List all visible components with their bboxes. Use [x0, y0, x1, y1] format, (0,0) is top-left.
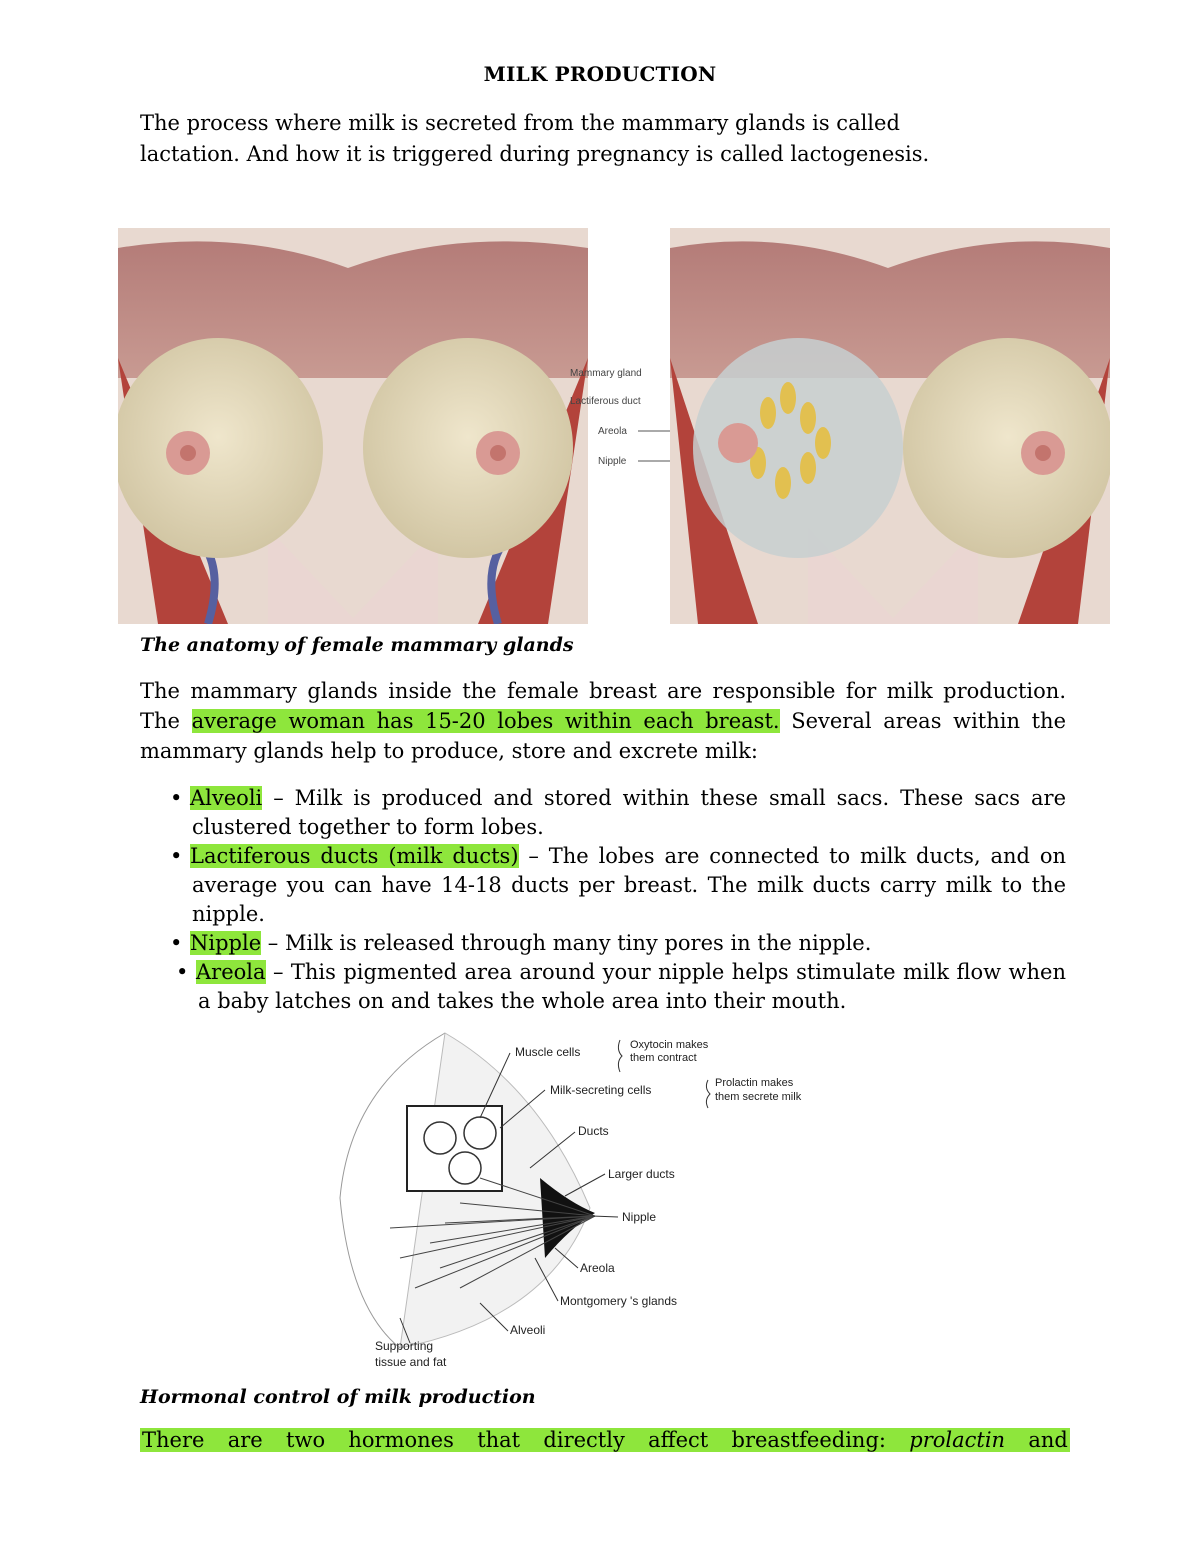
list-item-areola: • Areola – This pigmented area around your nipple helps stimulate milk flow when a baby latches on and takes the whole area into their mouth. — [176, 960, 1066, 1013]
desc-alveoli: – Milk is produced and stored within these small sacs. These sacs are clustered together to form lobes. — [192, 786, 1066, 839]
mammary-gland-diagram — [330, 1028, 850, 1373]
anatomy-para-highlight: average woman has 15-20 lobes within each breast. — [191, 709, 780, 733]
word: There — [142, 1428, 205, 1452]
term-nipple: Nipple — [190, 931, 262, 955]
word: two — [286, 1428, 326, 1452]
word: breastfeeding: — [731, 1428, 886, 1452]
anatomy-para-start: The mammary glands inside the female breast are responsible for milk production. The — [140, 679, 1066, 733]
intro-line-2: lactation. And how it is triggered during pregnancy is called lactogenesis. — [140, 142, 930, 166]
desc-areola: – This pigmented area around your nipple helps stimulate milk flow when a baby latches on and takes the whole area into their mouth. — [198, 960, 1066, 1013]
label-milk-secreting-cells: Milk-secreting cells — [550, 1083, 652, 1097]
list-item-lactiferous-ducts: • Lactiferous ducts (milk ducts) – The lobes are connected to milk ducts, and on average you can have 14-18 ducts per breast. The milk ducts carry milk to the nipple. — [170, 844, 1067, 926]
word: and — [1028, 1428, 1068, 1452]
list-item-alveoli: • Alveoli – Milk is produced and stored within these small sacs. These sacs are clustered together to form lobes. — [170, 786, 1066, 839]
label-supporting-2: tissue and fat — [375, 1355, 447, 1369]
word: directly — [543, 1428, 625, 1452]
section-heading-anatomy: The anatomy of female mammary glands — [140, 634, 574, 656]
desc-lactiferous-ducts: – The lobes are connected to milk ducts, and on average you can have 14-18 ducts per breast. The milk ducts carry milk to the nipple. — [192, 844, 1067, 926]
breast-anatomy-illustration — [118, 228, 1110, 624]
intro-paragraph — [140, 108, 1040, 170]
term-alveoli: Alveoli — [190, 786, 263, 810]
label-larger-ducts: Larger ducts — [608, 1167, 675, 1181]
section-heading-hormonal: Hormonal control of milk production — [140, 1386, 536, 1408]
word: affect — [648, 1428, 709, 1452]
label-prolactin-1: Prolactin makes — [715, 1077, 794, 1089]
label-nipple-diagram: Nipple — [622, 1210, 657, 1224]
term-prolactin: prolactin — [909, 1428, 1006, 1452]
word: are — [227, 1428, 263, 1452]
term-lactiferous-ducts: Lactiferous ducts (milk ducts) — [190, 844, 519, 868]
label-mammary-gland: Mammary gland — [570, 368, 642, 379]
label-oxytocin-1: Oxytocin makes — [630, 1039, 709, 1051]
label-muscle-cells: Muscle cells — [515, 1045, 581, 1059]
term-areola: Areola — [196, 960, 266, 984]
label-supporting-1: Supporting — [375, 1339, 434, 1353]
list-item-nipple: • Nipple – Milk is released through many tiny pores in the nipple. — [170, 931, 872, 955]
word: that — [477, 1428, 521, 1452]
page-title: MILK PRODUCTION — [483, 62, 717, 86]
torso-right — [670, 228, 1110, 624]
label-nipple: Nipple — [598, 456, 627, 467]
desc-nipple: – Milk is released through many tiny pores in the nipple. — [261, 931, 872, 955]
label-montgomery-glands: Montgomery 's glands — [560, 1294, 678, 1308]
gland-parts-list — [168, 784, 1066, 1016]
label-lactiferous-duct: Lactiferous duct — [570, 396, 641, 407]
label-ducts: Ducts — [578, 1124, 609, 1138]
word: hormones — [348, 1428, 454, 1452]
label-oxytocin-2: them contract — [630, 1052, 697, 1064]
label-areola-diagram: Areola — [580, 1261, 615, 1275]
torso-left — [118, 228, 588, 624]
anatomy-paragraph — [140, 676, 1066, 766]
intro-line-1: The process where milk is secreted from the mammary glands is called — [140, 111, 900, 135]
hormones-intro-line — [140, 1428, 1070, 1452]
label-areola: Areola — [598, 426, 627, 437]
label-prolactin-2: them secrete milk — [715, 1091, 802, 1103]
anatomy-para-end: Several areas within the mammary glands help to produce, store and excrete milk: — [140, 709, 1067, 763]
label-alveoli-diagram: Alveoli — [510, 1323, 546, 1337]
